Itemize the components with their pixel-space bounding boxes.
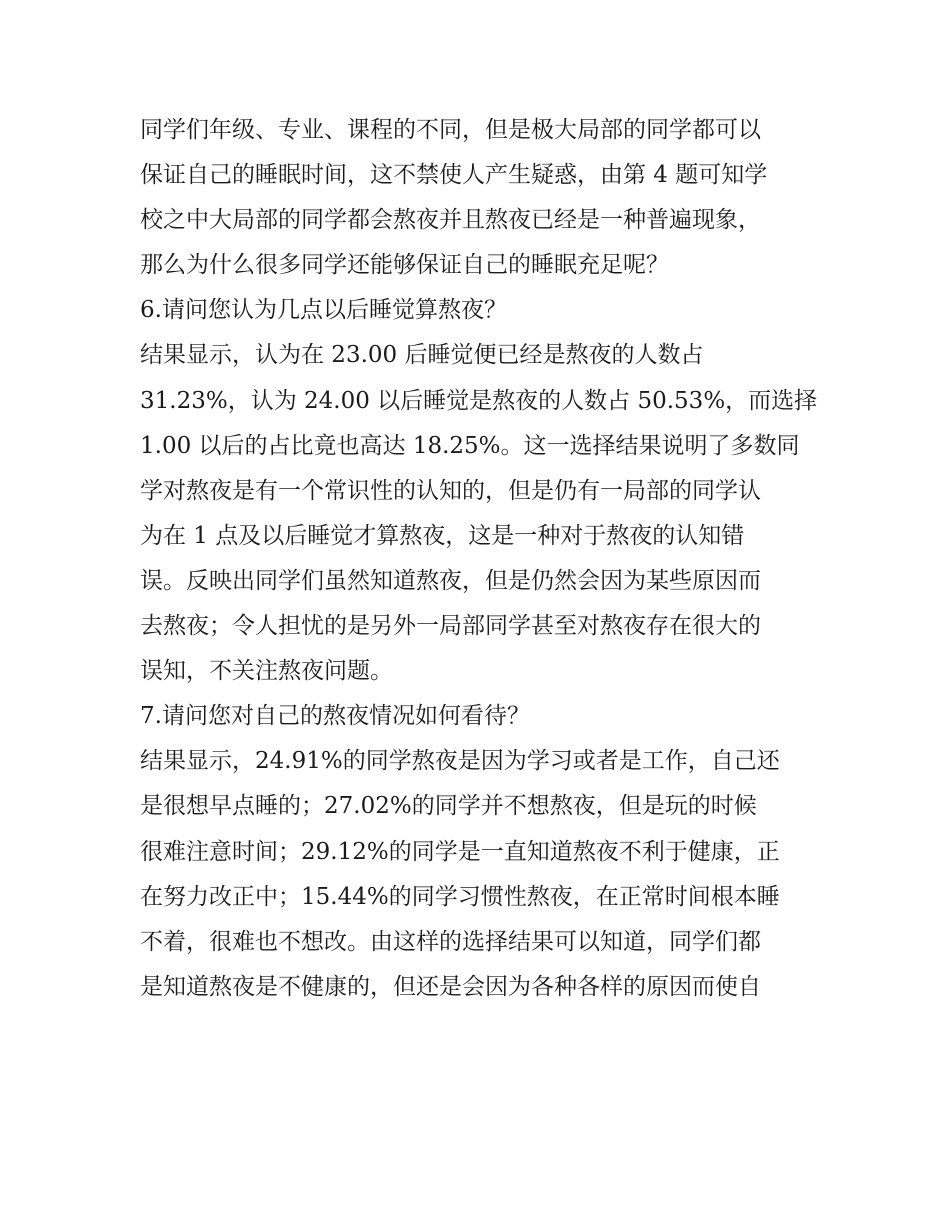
text-line-11: 误。反映出同学们虽然知道熬夜，但是仍然会因为某些原因而 <box>140 567 761 594</box>
text-line-15: 结果显示，24.91%的同学熬夜是因为学习或者是工作，自己还 <box>140 748 780 775</box>
text-line-4: 那么为什么很多同学还能够保证自己的睡眠充足呢？ <box>140 252 669 279</box>
text-line-8: 1.00 以后的占比竟也高达 18.25%。这一选择结果说明了多数同 <box>140 432 800 459</box>
text-line-19: 不着，很难也不想改。由这样的选择结果可以知道，同学们都 <box>140 928 761 955</box>
text-line-7: 31.23%，认为 24.00 以后睡觉是熬夜的人数占 50.53%，而选择 <box>140 387 818 414</box>
question-7-heading: 7.请问您对自己的熬夜情况如何看待？ <box>140 703 530 730</box>
text-line-3: 校之中大局部的同学都会熬夜并且熬夜已经是一种普遍现象， <box>140 207 761 234</box>
text-line-1: 同学们年级、专业、课程的不同，但是极大局部的同学都可以 <box>140 117 761 143</box>
text-line-6: 结果显示，认为在 23.00 后睡觉便已经是熬夜的人数占 <box>140 342 704 369</box>
text-line-9: 学对熬夜是有一个常识性的认知的，但是仍有一局部的同学认 <box>140 477 761 504</box>
text-line-16: 是很想早点睡的；27.02%的同学并不想熬夜，但是玩的时候 <box>140 793 757 820</box>
text-line-10: 为在 1 点及以后睡觉才算熬夜，这是一种对于熬夜的认知错 <box>140 522 745 549</box>
text-line-17: 很难注意时间；29.12%的同学是一直知道熬夜不利于健康，正 <box>140 838 780 865</box>
text-line-13: 误知，不关注熬夜问题。 <box>140 658 393 685</box>
text-line-20: 是知道熬夜是不健康的，但还是会因为各种各样的原因而使自 <box>140 973 761 1000</box>
body-text <box>140 108 820 1010</box>
text-line-12: 去熬夜；令人担忧的是另外一局部同学甚至对熬夜存在很大的 <box>140 613 761 640</box>
text-line-18: 在努力改正中；15.44%的同学习惯性熬夜，在正常时间根本睡 <box>140 883 780 910</box>
question-6-heading: 6.请问您认为几点以后睡觉算熬夜？ <box>140 297 507 324</box>
text-line-2: 保证自己的睡眠时间，这不禁使人产生疑惑，由第 4 题可知学 <box>140 162 768 189</box>
